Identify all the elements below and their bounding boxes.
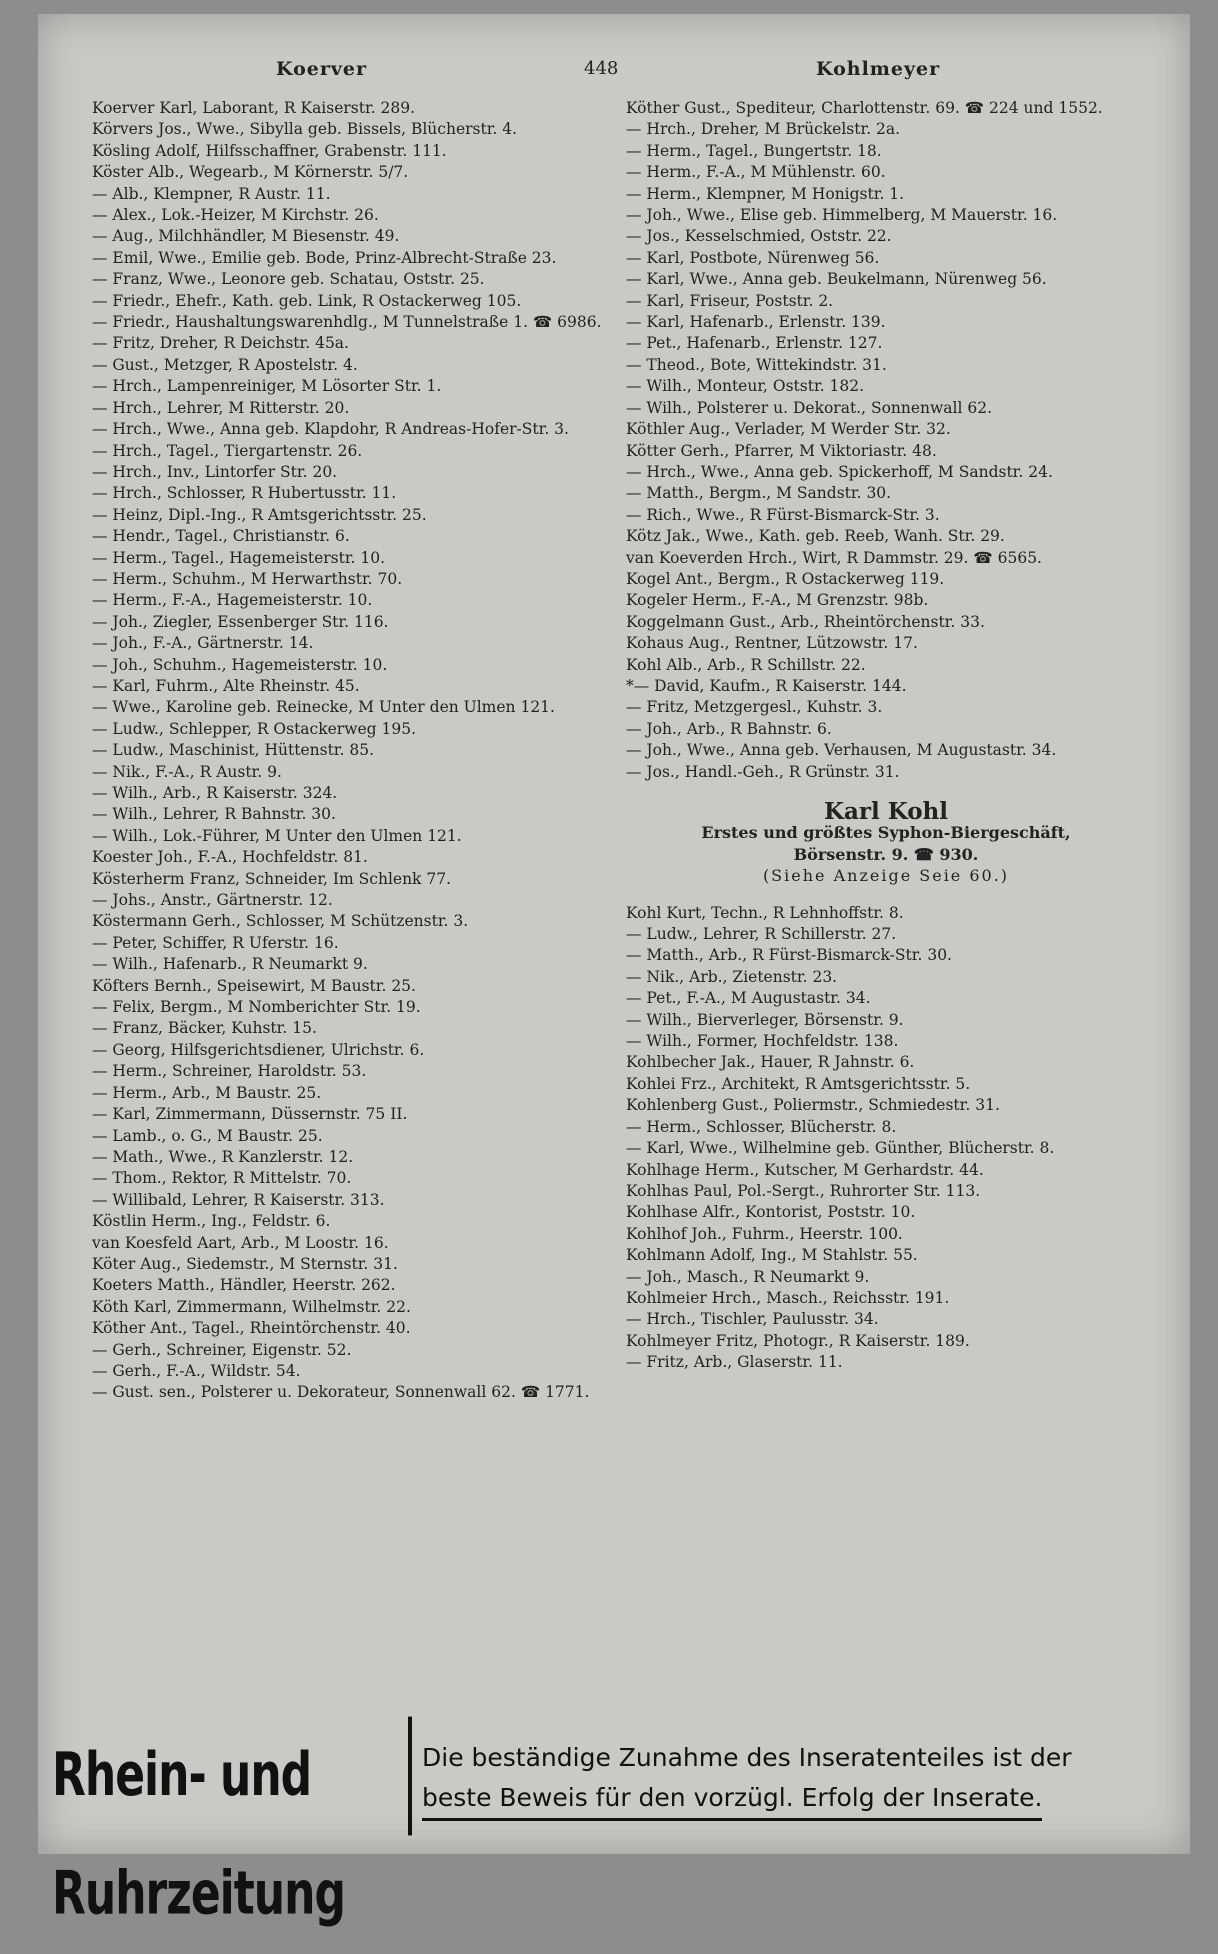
page-number: 448 (584, 58, 619, 79)
directory-entry: Köfters Bernh., Speisewirt, M Baustr. 25. (92, 976, 416, 995)
right-column-top-entries (626, 98, 1146, 783)
directory-entry: van Koesfeld Aart, Arb., M Loostr. 16. (92, 1233, 389, 1252)
advertisement-box (626, 798, 1146, 887)
directory-entry: Kösling Adolf, Hilfsschaffner, Grabenstr. 111. (92, 141, 447, 160)
directory-entry: — Hrch., Schlosser, R Hubertusstr. 11. (92, 484, 397, 503)
directory-entry: Köther Gust., Spediteur, Charlottenstr. 69. ☎ 224 und 1552. (626, 99, 1103, 117)
directory-entry: — Nik., F.-A., R Austr. 9. (92, 762, 282, 781)
directory-entry: — Joh., Arb., R Bahnstr. 6. (626, 719, 832, 738)
directory-entry: — Fritz, Metzgergesl., Kuhstr. 3. (626, 698, 883, 717)
directory-entry: Köstlin Herm., Ing., Feldstr. 6. (92, 1212, 331, 1231)
directory-entry: — Karl, Hafenarb., Erlenstr. 139. (626, 313, 886, 332)
directory-entry: — Hrch., Wwe., Anna geb. Klapdohr, R Andreas-Hofer-Str. 3. (92, 420, 569, 439)
directory-entry: — Matth., Bergm., M Sandstr. 30. (626, 484, 892, 503)
directory-entry: — Pet., Hafenarb., Erlenstr. 127. (626, 334, 883, 353)
directory-entry: Kogeler Herm., F.-A., M Grenzstr. 98b. (626, 591, 929, 610)
directory-entry: — Johs., Anstr., Gärtnerstr. 12. (92, 891, 333, 910)
advertisement-reference: (Siehe Anzeige Seie 60.) (762, 866, 1010, 886)
directory-entry: — Herm., Schuhm., M Herwarthstr. 70. (92, 569, 403, 588)
advertisement-name: Karl Kohl (823, 798, 949, 825)
directory-entry: — Karl, Wwe., Anna geb. Beukelmann, Nürenweg 56. (626, 270, 1047, 289)
directory-entry: — Friedr., Ehefr., Kath. geb. Link, R Ostackerweg 105. (92, 291, 522, 310)
directory-entry: — Wilh., Bierverleger, Börsenstr. 9. (626, 1010, 904, 1029)
directory-entry: — Wilh., Former, Hochfeldstr. 138. (626, 1032, 899, 1051)
directory-entry: Köstermann Gerh., Schlosser, M Schützenstr. 3. (92, 912, 469, 931)
directory-entry: Koerver Karl, Laborant, R Kaiserstr. 289. (92, 99, 416, 117)
directory-entry: — Lamb., o. G., M Baustr. 25. (92, 1126, 323, 1145)
directory-entry: — Heinz, Dipl.-Ing., R Amtsgerichtsstr. 25. (92, 505, 427, 524)
directory-entry: Kohlmeier Hrch., Masch., Reichsstr. 191. (626, 1288, 950, 1307)
directory-entry: — Matth., Arb., R Fürst-Bismarck-Str. 30. (626, 946, 952, 965)
directory-entry: — Wilh., Arb., R Kaiserstr. 324. (92, 784, 338, 802)
footer-advertisement (52, 1732, 1152, 1929)
directory-entry: Koggelmann Gust., Arb., Rheintörchenstr. 33. (626, 612, 985, 631)
directory-entry: — Hrch., Wwe., Anna geb. Spickerhoff, M Sandstr. 24. (626, 462, 1053, 481)
directory-entry: — Theod., Bote, Wittekindstr. 31. (626, 355, 887, 374)
directory-entry: — Wilh., Monteur, Oststr. 182. (626, 377, 865, 396)
directory-entry: Körvers Jos., Wwe., Sibylla geb. Bissels, Blücherstr. 4. (92, 120, 518, 139)
directory-entry: — Joh., Wwe., Elise geb. Himmelberg, M Mauerstr. 16. (626, 206, 1058, 225)
directory-entry: Kohl Alb., Arb., R Schillstr. 22. (626, 655, 866, 674)
directory-entry: — Herm., F.-A., M Mühlenstr. 60. (626, 163, 886, 182)
directory-entry: — Joh., Masch., R Neumarkt 9. (626, 1267, 870, 1286)
directory-entry: Köster Alb., Wegearb., M Körnerstr. 5/7. (92, 163, 409, 182)
directory-entry: — Karl, Wwe., Wilhelmine geb. Günther, Blücherstr. 8. (626, 1139, 1055, 1158)
directory-entry: Kohlhof Joh., Fuhrm., Heerstr. 100. (626, 1224, 903, 1243)
directory-entry: — Alex., Lok.-Heizer, M Kirchstr. 26. (92, 206, 379, 225)
directory-entry: — Karl, Postbote, Nürenweg 56. (626, 248, 880, 267)
directory-entry: — Nik., Arb., Zietenstr. 23. (626, 967, 838, 986)
directory-entry: Kogel Ant., Bergm., R Ostackerweg 119. (626, 569, 945, 588)
directory-entry: Köter Aug., Siedemstr., M Sternstr. 31. (92, 1254, 398, 1273)
directory-entry: — Karl, Zimmermann, Düssernstr. 75 II. (92, 1105, 408, 1124)
directory-entry: — Gust. sen., Polsterer u. Dekorateur, Sonnenwall 62. ☎ 1771. (92, 1383, 590, 1402)
directory-entry: — Joh., Schuhm., Hagemeisterstr. 10. (92, 655, 388, 674)
header-right-keyword: Kohlmeyer (816, 58, 941, 80)
directory-entry: — Emil, Wwe., Emilie geb. Bode, Prinz-Albrecht-Straße 23. (92, 248, 557, 267)
directory-entry: — Georg, Hilfsgerichtsdiener, Ulrichstr. 6. (92, 1040, 425, 1059)
directory-entry: — Friedr., Haushaltungswarenhdlg., M Tunnelstraße 1. ☎ 6986. (92, 313, 602, 332)
directory-entry: *— David, Kaufm., R Kaiserstr. 144. (626, 676, 907, 695)
header-left-keyword: Koerver (276, 58, 368, 80)
directory-entry: — Hrch., Dreher, M Brückelstr. 2a. (626, 120, 901, 139)
directory-entry: — Ludw., Lehrer, R Schillerstr. 27. (626, 925, 897, 944)
slogan-line1: Die beständige Zunahme des Inseratenteiles ist der (422, 1743, 1072, 1772)
directory-entry: — Pet., F.-A., M Augustastr. 34. (626, 989, 871, 1008)
directory-entry: — Felix, Bergm., M Nomberichter Str. 19. (92, 998, 421, 1017)
directory-entry: — Jos., Kesselschmied, Oststr. 22. (626, 227, 892, 246)
right-column (626, 98, 1146, 1374)
directory-page (38, 14, 1190, 1854)
directory-entry: — Herm., Schlosser, Blücherstr. 8. (626, 1117, 897, 1136)
directory-entry: — Franz, Bäcker, Kuhstr. 15. (92, 1019, 317, 1038)
directory-entry: — Wilh., Lok.-Führer, M Unter den Ulmen 121. (92, 826, 462, 845)
directory-entry: — Fritz, Arb., Glaserstr. 11. (626, 1353, 843, 1372)
newspaper-title: Rhein- und Ruhrzeitung (52, 1717, 412, 1836)
directory-entry: Kötz Jak., Wwe., Kath. geb. Reeb, Wanh. Str. 29. (626, 527, 1005, 546)
directory-entry: — Gust., Metzger, R Apostelstr. 4. (92, 355, 358, 374)
directory-entry: — Ludw., Maschinist, Hüttenstr. 85. (92, 741, 375, 760)
directory-entry: Kohaus Aug., Rentner, Lützowstr. 17. (626, 634, 918, 653)
directory-entry: — Wilh., Lehrer, R Bahnstr. 30. (92, 805, 336, 824)
directory-entry: Kohlmann Adolf, Ing., M Stahlstr. 55. (626, 1246, 918, 1265)
directory-entry: Kohlbecher Jak., Hauer, R Jahnstr. 6. (626, 1053, 915, 1072)
directory-entry: — Herm., Klempner, M Honigstr. 1. (626, 184, 905, 203)
directory-entry: — Joh., Ziegler, Essenberger Str. 116. (92, 612, 389, 631)
slogan-line2: beste Beweis für den vorzügl. Erfolg der Inserate. (422, 1778, 1042, 1821)
directory-entry: Kohlhase Alfr., Kontorist, Poststr. 10. (626, 1203, 916, 1222)
directory-entry: — Wilh., Polsterer u. Dekorat., Sonnenwall 62. (626, 398, 993, 417)
directory-entry: — Alb., Klempner, R Austr. 11. (92, 184, 331, 203)
directory-entry: — Hrch., Inv., Lintorfer Str. 20. (92, 462, 338, 481)
directory-entry: — Joh., Wwe., Anna geb. Verhausen, M Augustastr. 34. (626, 741, 1057, 760)
directory-entry: — Hrch., Tischler, Paulusstr. 34. (626, 1310, 879, 1329)
directory-entry: van Koeverden Hrch., Wirt, R Dammstr. 29. ☎ 6565. (626, 548, 1042, 567)
directory-entry: — Franz, Wwe., Leonore geb. Schatau, Oststr. 25. (92, 270, 485, 289)
directory-entry: — Herm., Tagel., Hagemeisterstr. 10. (92, 548, 386, 567)
directory-entry: Köth Karl, Zimmermann, Wilhelmstr. 22. (92, 1297, 411, 1316)
advertisement-line1: Erstes und größtes Syphon-Biergeschäft, (701, 823, 1071, 843)
directory-entry: Kösterherm Franz, Schneider, Im Schlenk 77. (92, 869, 452, 888)
directory-entry: Kohlhage Herm., Kutscher, M Gerhardstr. 44. (626, 1160, 984, 1179)
directory-entry: Köthler Aug., Verlader, M Werder Str. 32. (626, 420, 951, 439)
footer-slogan (422, 1738, 1182, 1821)
directory-entry: — Willibald, Lehrer, R Kaiserstr. 313. (92, 1190, 385, 1209)
directory-entry: — Herm., Arb., M Baustr. 25. (92, 1083, 322, 1102)
advertisement-line2: Börsenstr. 9. ☎ 930. (793, 844, 979, 864)
directory-entry: — Gerh., Schreiner, Eigenstr. 52. (92, 1340, 352, 1359)
directory-entry: — Karl, Fuhrm., Alte Rheinstr. 45. (92, 676, 360, 695)
directory-entry: — Hrch., Tagel., Tiergartenstr. 26. (92, 441, 363, 460)
directory-entry: — Math., Wwe., R Kanzlerstr. 12. (92, 1147, 354, 1166)
directory-entry: — Wwe., Karoline geb. Reinecke, M Unter den Ulmen 121. (92, 698, 555, 717)
directory-entry: — Hrch., Lehrer, M Ritterstr. 20. (92, 398, 350, 417)
directory-entry: — Thom., Rektor, R Mittelstr. 70. (92, 1169, 352, 1188)
right-column-bottom-entries (626, 903, 1146, 1374)
left-column (92, 98, 616, 1404)
directory-entry: — Peter, Schiffer, R Uferstr. 16. (92, 933, 339, 952)
directory-entry: — Hendr., Tagel., Christianstr. 6. (92, 527, 350, 546)
directory-entry: — Gerh., F.-A., Wildstr. 54. (92, 1361, 301, 1380)
directory-entry: — Herm., Schreiner, Haroldstr. 53. (92, 1062, 367, 1081)
directory-entry: — Herm., F.-A., Hagemeisterstr. 10. (92, 591, 373, 610)
directory-entry: Kohlei Frz., Architekt, R Amtsgerichtsstr. 5. (626, 1074, 971, 1093)
directory-entry: Köther Ant., Tagel., Rheintörchenstr. 40. (92, 1319, 411, 1338)
directory-entry: — Joh., F.-A., Gärtnerstr. 14. (92, 634, 314, 653)
directory-entry: Kohlmeyer Fritz, Photogr., R Kaiserstr. 189. (626, 1331, 970, 1350)
directory-entry: — Wilh., Hafenarb., R Neumarkt 9. (92, 955, 368, 974)
directory-entry: Kohlhas Paul, Pol.-Sergt., Ruhrorter Str. 113. (626, 1181, 981, 1200)
directory-entry: — Hrch., Lampenreiniger, M Lösorter Str. 1. (92, 377, 442, 396)
directory-entry: — Herm., Tagel., Bungertstr. 18. (626, 141, 882, 160)
directory-entry: — Jos., Handl.-Geh., R Grünstr. 31. (626, 762, 900, 781)
directory-entry: Kohlenberg Gust., Poliermstr., Schmiedestr. 31. (626, 1096, 1000, 1115)
directory-entry: Koester Joh., F.-A., Hochfeldstr. 81. (92, 848, 368, 867)
directory-entry: Kötter Gerh., Pfarrer, M Viktoriastr. 48. (626, 441, 937, 460)
directory-entry: — Rich., Wwe., R Fürst-Bismarck-Str. 3. (626, 505, 940, 524)
directory-entry: — Ludw., Schlepper, R Ostackerweg 195. (92, 719, 417, 738)
directory-entry: — Karl, Friseur, Poststr. 2. (626, 291, 834, 310)
directory-entry: Koeters Matth., Händler, Heerstr. 262. (92, 1276, 396, 1295)
directory-entry: Kohl Kurt, Techn., R Lehnhoffstr. 8. (626, 903, 904, 922)
directory-entry: — Fritz, Dreher, R Deichstr. 45a. (92, 334, 349, 353)
directory-entry: — Aug., Milchhändler, M Biesenstr. 49. (92, 227, 400, 246)
